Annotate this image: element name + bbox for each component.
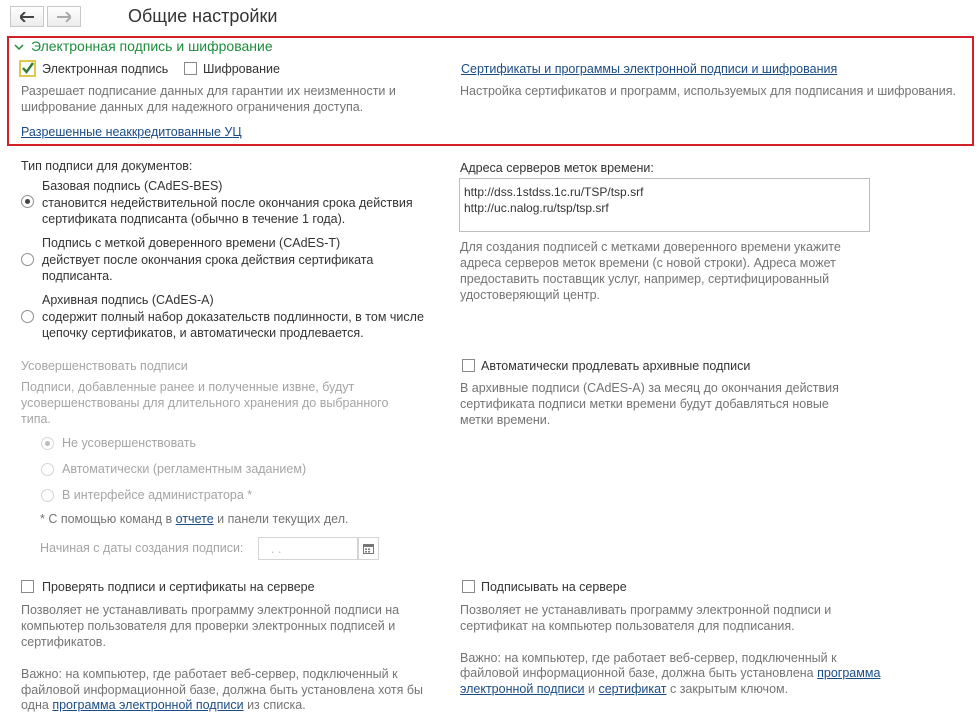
sign-server-description: Позволяет не устанавливать программу электронной подписи и сертификат на компьютер пользователя для подписания. bbox=[460, 603, 832, 633]
sign-server-warning-l3 bbox=[460, 682, 788, 696]
not-improve-label: Не усовершенствовать bbox=[62, 436, 197, 450]
radio-auto-improve[interactable] bbox=[41, 463, 54, 476]
certificate-link[interactable]: сертификат bbox=[598, 682, 667, 696]
radio-cades-bes[interactable] bbox=[21, 195, 34, 208]
cades-bes-desc: становится недействительной после окончания срока действия сертификата подписанта (обычно в течение 1 года). bbox=[42, 196, 413, 226]
arrow-left-icon bbox=[20, 12, 34, 22]
cades-a-title: Архивная подпись (CAdES-A) bbox=[42, 293, 214, 307]
start-date-input[interactable]: . . bbox=[258, 537, 358, 560]
auto-extend-label: Автоматически продлевать архивные подписи bbox=[481, 359, 751, 373]
verify-server-warning: Важно: на компьютер, где работает веб-сервер, подключенный к файловой информационной базе, должна быть установлена хотя бы bbox=[21, 667, 423, 697]
improve-note bbox=[40, 512, 349, 526]
cades-a-desc: содержит полный набор доказательств подлинности, в том числе цепочку сертификатов, и автоматически продлевается. bbox=[42, 310, 424, 340]
arrow-right-icon bbox=[57, 12, 71, 22]
certificates-link[interactable]: Сертификаты и программы электронной подписи и шифрования bbox=[461, 62, 838, 76]
auto-extend-checkbox[interactable] bbox=[462, 359, 475, 372]
certificates-description: Настройка сертификатов и программ, используемых для подписания и шифрования. bbox=[460, 84, 956, 98]
cades-t-desc: действует после окончания срока действия сертификата подписанта. bbox=[42, 253, 374, 283]
improve-label: Усовершенствовать подписи bbox=[21, 359, 188, 373]
signature-checkbox[interactable] bbox=[19, 60, 36, 77]
warn-and: и bbox=[588, 682, 595, 696]
electronic-signature-link[interactable]: электронной подписи bbox=[460, 682, 585, 696]
verify-server-checkbox[interactable] bbox=[21, 580, 34, 593]
warn-prefix: одна bbox=[21, 698, 49, 712]
radio-cades-a[interactable] bbox=[21, 310, 34, 323]
sign-server-label: Подписывать на сервере bbox=[481, 580, 627, 594]
sign-server-warning-l1: Важно: на компьютер, где работает веб-сервер, подключенный к bbox=[460, 651, 837, 665]
calendar-button[interactable] bbox=[358, 537, 379, 560]
forward-button[interactable] bbox=[47, 6, 81, 27]
program-link[interactable]: программа bbox=[817, 666, 881, 680]
auto-extend-description: В архивные подписи (CAdES-A) за месяц до окончания действия сертификата подписи метки времени будут добавляться новые метки времени. bbox=[460, 381, 839, 427]
signature-program-link[interactable]: программа электронной подписи bbox=[52, 698, 244, 712]
warn-l2-text: файловой информационной базе, должна быть установлена bbox=[460, 666, 814, 680]
improve-description: Подписи, добавленные ранее и полученные извне, будут усовершенствованы для длительного хранения до выбранного типа. bbox=[21, 380, 389, 426]
unaccredited-ca-link[interactable]: Разрешенные неаккредитованные УЦ bbox=[21, 125, 242, 139]
checkmark-icon bbox=[21, 61, 35, 75]
sign-server-checkbox[interactable] bbox=[462, 580, 475, 593]
note-prefix: * С помощью команд в bbox=[40, 512, 173, 526]
cades-bes-title: Базовая подпись (CAdES-BES) bbox=[42, 179, 223, 193]
cades-t-title: Подпись с меткой доверенного времени (CAdES-T) bbox=[42, 236, 341, 250]
group-title[interactable]: Электронная подпись и шифрование bbox=[31, 38, 273, 54]
radio-cades-t[interactable] bbox=[21, 253, 34, 266]
encryption-label: Шифрование bbox=[203, 62, 280, 76]
warn-suffix: из списка. bbox=[247, 698, 306, 712]
auto-improve-label: Автоматически (регламентным заданием) bbox=[62, 462, 307, 476]
back-button[interactable] bbox=[10, 6, 44, 27]
timestamp-label: Адреса серверов меток времени: bbox=[460, 161, 654, 175]
verify-server-warning-end bbox=[21, 698, 306, 712]
radio-admin-improve[interactable] bbox=[41, 489, 54, 502]
sign-server-warning-l2 bbox=[460, 666, 880, 680]
date-label: Начиная с даты создания подписи: bbox=[40, 541, 244, 555]
signature-label: Электронная подпись bbox=[42, 62, 169, 76]
calendar-icon bbox=[363, 543, 374, 554]
encryption-checkbox[interactable] bbox=[184, 62, 197, 75]
timestamp-servers-input[interactable]: http://dss.1stdss.1c.ru/TSP/tsp.srf http://uc.nalog.ru/tsp/tsp.srf bbox=[459, 178, 870, 232]
signature-type-label: Тип подписи для документов: bbox=[21, 159, 193, 173]
note-suffix: и панели текущих дел. bbox=[217, 512, 349, 526]
signature-description: Разрешает подписание данных для гарантии их неизменности и шифрование данных для надежного ограничения доступа. bbox=[21, 84, 396, 114]
report-link[interactable]: отчете bbox=[175, 512, 214, 526]
warn-l3-suffix: с закрытым ключом. bbox=[669, 682, 789, 696]
radio-not-improve[interactable] bbox=[41, 437, 54, 450]
page-title: Общие настройки bbox=[128, 6, 278, 26]
chevron-down-icon[interactable] bbox=[13, 41, 25, 53]
verify-server-label: Проверять подписи и сертификаты на сервере bbox=[42, 580, 315, 594]
verify-server-description: Позволяет не устанавливать программу электронной подписи на компьютер пользователя для проверки электронных подписей и сертификатов. bbox=[21, 603, 400, 649]
timestamp-description: Для создания подписей с метками доверенного времени укажите адреса серверов меток времени (с новой строки). Адреса может предоставить поставщик услуг, например, сертифицированный удостоверяющий центр. bbox=[460, 240, 841, 302]
admin-improve-label: В интерфейсе администратора * bbox=[62, 488, 253, 502]
